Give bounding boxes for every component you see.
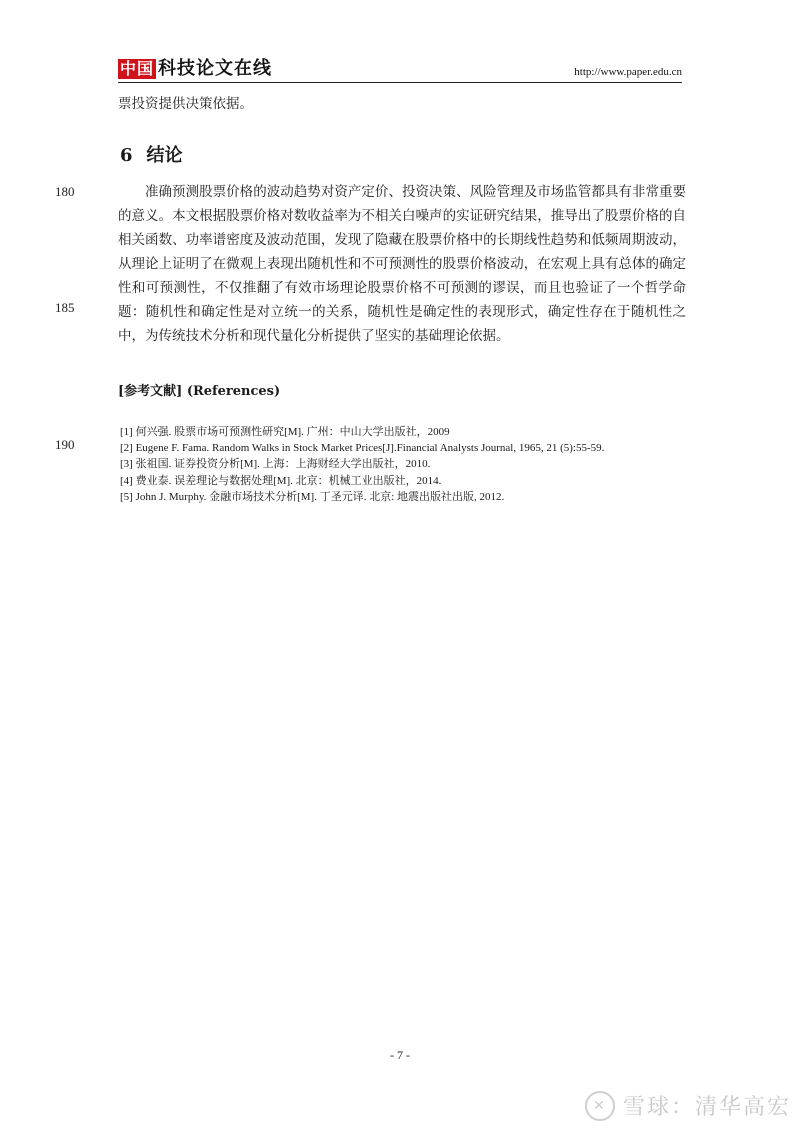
site-logo [118,58,272,80]
line-number: 190 [55,437,75,452]
references-list [120,424,604,505]
reference-item: [1] 何兴强. 股票市场可预测性研究[M]. 广州：中山大学出版社，2009 [120,426,450,438]
watermark [585,1090,791,1121]
header-url[interactable]: http://www.paper.edu.cn [574,66,682,78]
reference-item: [5] John J. Murphy. 金融市场技术分析[M]. 丁圣元译. 北京: 地震出版社出版, 2012. [120,490,505,503]
line-number: 185 [55,300,75,315]
section-title: 结论 [146,145,183,166]
page-number: - 7 - [390,1048,410,1062]
logo-red-part: 中国 [120,59,155,78]
continuation-text: 票投资提供决策依据。 [118,96,253,112]
conclusion-paragraph: 准确预测股票价格的波动趋势对资产定价、投资决策、风险管理及市场监管都具有非常重要的意义。本文根据股票价格对数收益率为不相关白噪声的实证研究结果，推导出了股票价格的自相关函数、功率谱密度及波动范围，发现了隐藏在股票价格中的长期线性趋势和低频周期波动，从理论上证明了在微观上表现出随机性和不可预测性的股票价格波动，在宏观上具有总体的确定性和可预测性，不仅推翻了有效市场理论股票价格不可预测的谬误，而且也验证了一个哲学命题：随机性和确定性是对立统一的关系，随机性是确定性的表现形式，确定性存在于随机性之中，为传统技术分析和现代量化分析提供了坚实的基础理论依据。 [118,184,686,344]
watermark-text: 雪球：清华高宏 [623,1095,792,1120]
reference-item: [2] Eugene F. Fama. Random Walks in Stock Market Prices[J].Financial Analysts Journal, 1965, 21 (5):55-59. [120,442,605,455]
line-number: 180 [55,184,75,199]
page-header [118,58,682,83]
snowball-logo-icon: ✕ [585,1091,615,1121]
reference-item: [4] 费业泰. 误差理论与数据处理[M]. 北京：机械工业出版社，2014. [120,474,442,487]
references-heading: [参考文献] (References) [118,384,281,399]
logo-black-part: 科技论文在线 [158,58,273,79]
section-heading [120,141,183,167]
reference-item: [3] 张祖国. 证券投资分析[M]. 上海：上海财经大学出版社，2010. [120,458,431,471]
section-number: 6 [120,145,133,166]
